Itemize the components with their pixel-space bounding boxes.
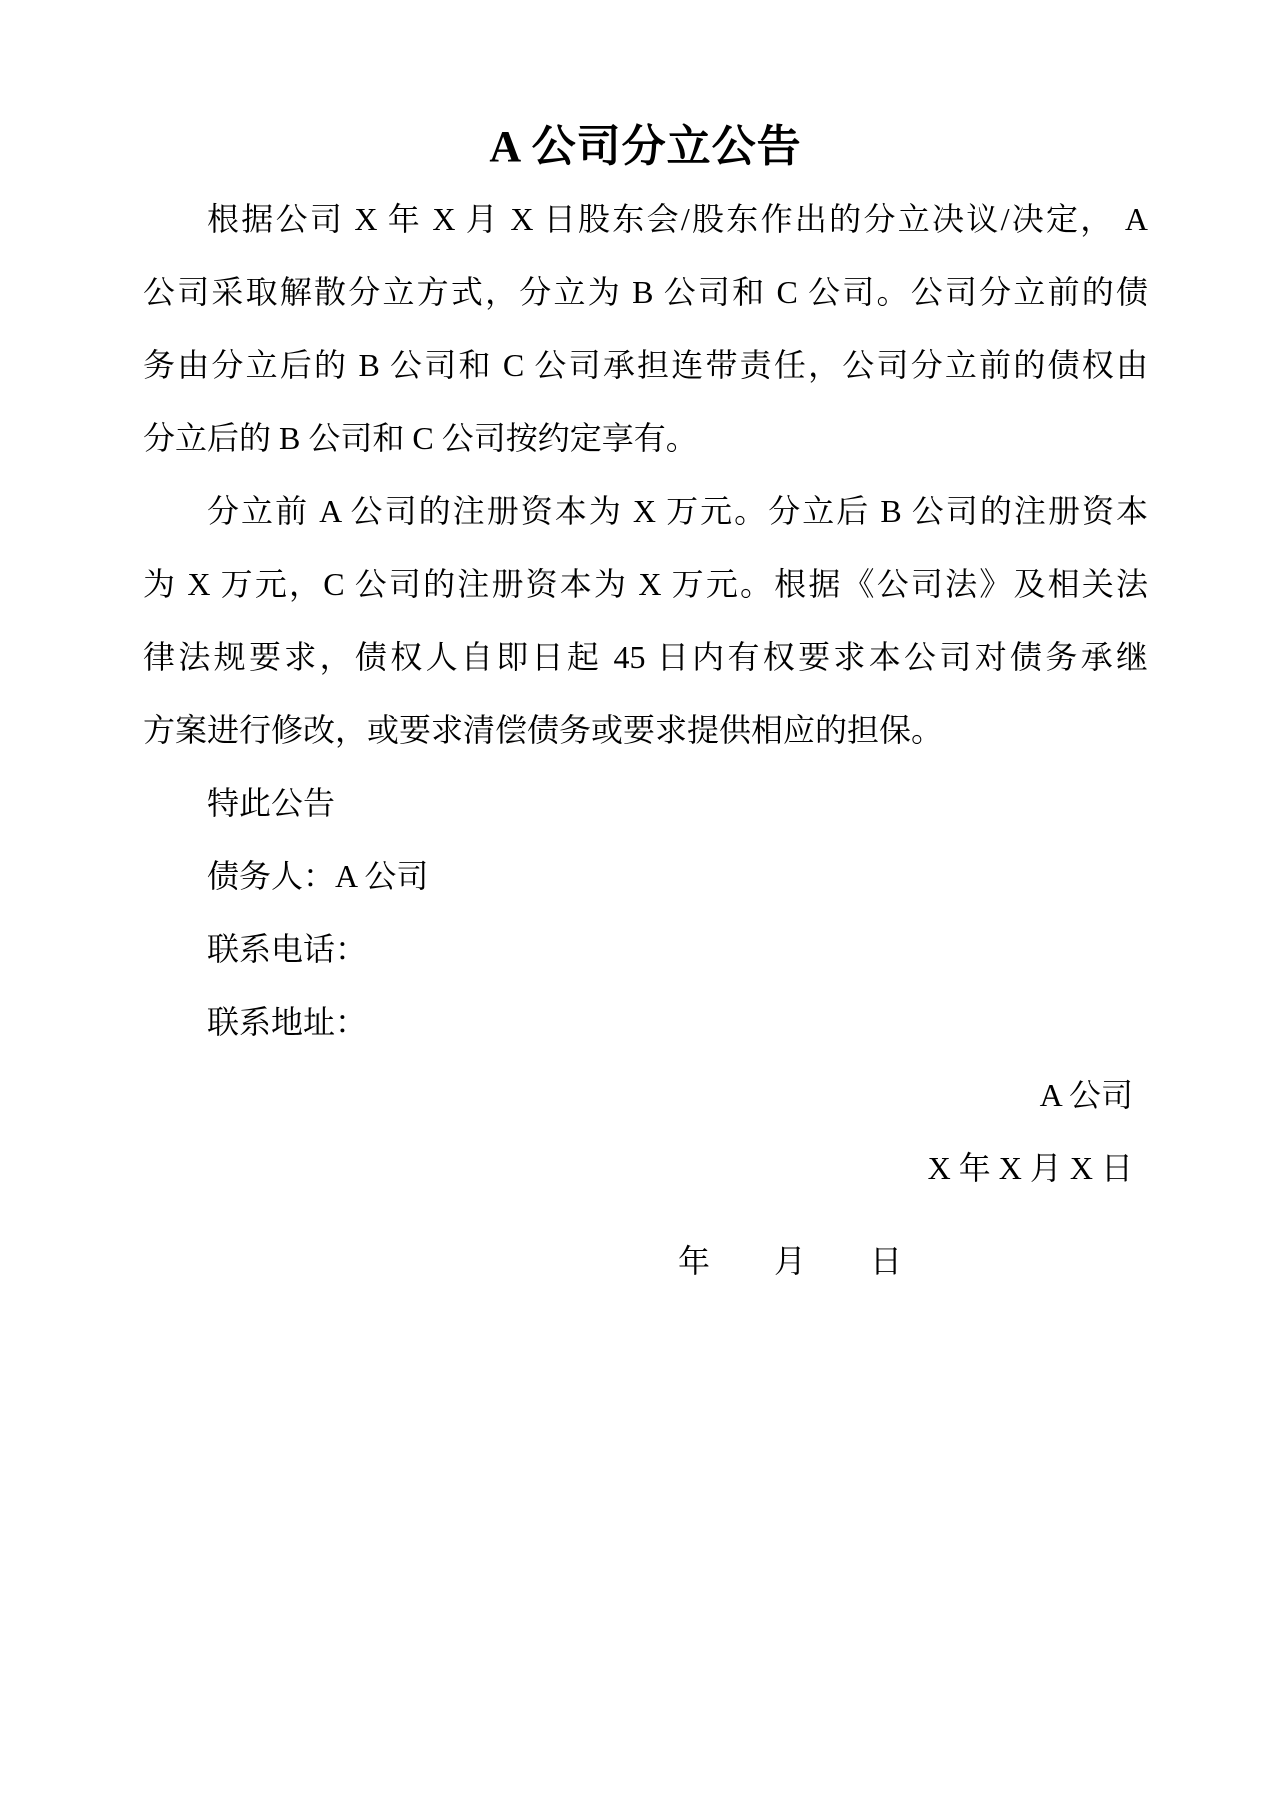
closing-statement: 特此公告 [207,785,336,821]
paragraph2-line-2: 为 X 万元，C 公司的注册资本为 X 万元。根据《公司法》及相关法 [143,566,1148,602]
contact-phone-label: 联系电话： [207,931,368,967]
blank-fill-in-date-line: 年 月 日 [678,1243,903,1279]
paragraph1-line-1: 根据公司 X 年 X 月 X 日股东会/股东作出的分立决议/决定， A [207,201,1148,237]
contact-address-label: 联系地址： [207,1004,368,1040]
paragraph1-line-2: 公司采取解散分立方式，分立为 B 公司和 C 公司。公司分立前的债 [143,274,1148,310]
debtor-line: 债务人：A 公司 [207,858,429,894]
paragraph2-line-4: 方案进行修改，或要求清偿债务或要求提供相应的担保。 [143,712,944,748]
paragraph-registered-capital [143,475,1148,767]
paragraph1-line-3: 务由分立后的 B 公司和 C 公司承担连带责任，公司分立前的债权由 [143,347,1148,383]
signature-date: X 年 X 月 X 日 [927,1150,1133,1186]
document-title: A 公司分立公告 [489,122,802,171]
paragraph-division-decision [143,183,1148,475]
paragraph1-line-4: 分立后的 B 公司和 C 公司按约定享有。 [143,420,698,456]
signature-company: A 公司 [1039,1077,1133,1113]
paragraph2-line-3: 律法规要求，债权人自即日起 45 日内有权要求本公司对债务承继 [143,639,1148,675]
paragraph2-line-1: 分立前 A 公司的注册资本为 X 万元。分立后 B 公司的注册资本 [207,493,1148,529]
